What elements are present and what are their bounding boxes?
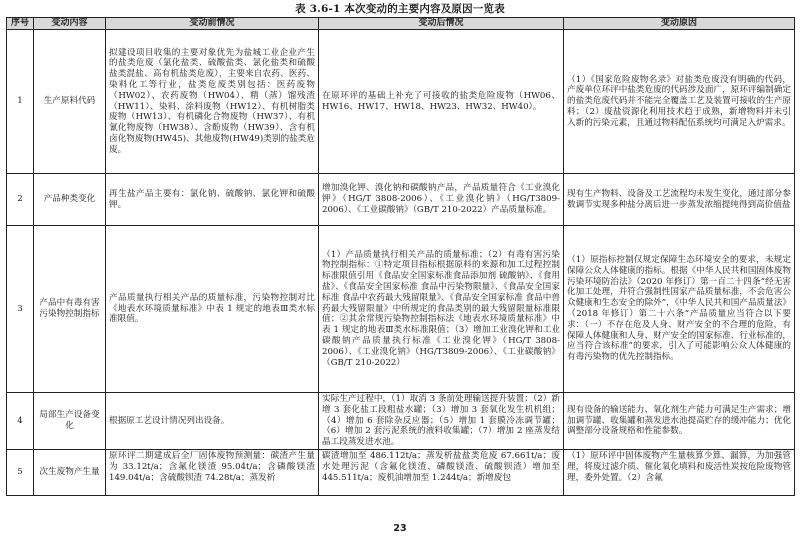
table-row — [7, 226, 795, 393]
row-number: 3 — [7, 226, 34, 393]
before-cell: 根据原工艺设计情况列出设备。 — [106, 393, 319, 450]
changes-table — [6, 17, 795, 496]
after-cell: 增加溴化钾、溴化钠和碳酸钠产品，产品质量符合《工业溴化钾》（HG/T 3808-2006）、《工业溴化钠》（HG/T3809-2006）、《工业碳酸钠》（GB/T 210-2022）产品质量标准。 — [319, 174, 564, 226]
row-number: 4 — [7, 393, 34, 450]
after-cell: 在原环评的基础上补充了可接收的盐类危险废物（HW06、HW16、HW17、HW18、HW23、HW32、HW40）。 — [319, 30, 564, 174]
change-item: 产品中有毒有害污染物控制指标 — [34, 226, 106, 393]
change-item: 次生废物产生量 — [34, 449, 106, 495]
after-cell: （1）产品质量执行相关产品的质量标准；（2）有毒有害污染物控制指标：①特定项目指标根据原料的来源和加工过程控制标准限值引用《食品安全国家标准食品添加剂 硫酸钠》、《食用盐》、《食品安全国家标准 食品中污染物限量》、《食品安全国家标准 食品中农药最大残留限量》、《食品安全国家标准 食品中兽药最大残留限量》中所规定的食品类别的最大残留限量标准限值；②其余常规污染物控制指标法《地表水环境质量标准》中表 1 规定的地表Ⅲ类水标准限值；（3）增加工业溴化钾和工业碳酸钠产品质量执行标准《工业溴化钾》（HG/T 3808-2006）、《工业溴化钠》（HG/T3809-2006）、《工业碳酸钠》（GB/T 210-2022） — [319, 226, 564, 393]
reason-cell: （1）《国家危险废物名录》对盐类危废没有明确的代码，产废单位环评中盐类危废的代码涉及面广，原环评编制确定的盐类危废代码并不能完全覆盖工艺及装置可接收的生产原料；（2）废盐资源化利用技术趋于成熟，新增物料并未引入新的污染元素，且通过物料配伍系统均可满足入炉需求。 — [564, 30, 795, 174]
row-number: 2 — [7, 174, 34, 226]
reason-cell: （1）原环评中固体废物产生量核算少算、漏算，为加强管理，将废过滤介质、催化氧化填料和废活性炭按危险废物管理，委外处置。（2）含氟 — [564, 449, 795, 495]
reason-cell: 现有设备的输送能力、氧化剂生产能力可满足生产需求；增加调节罐、收集罐和蒸发进水池提高贮存的缓冲能力；优化调整部分设备规格和性能参数。 — [564, 393, 795, 450]
header-item: 变动内容 — [34, 18, 106, 30]
change-item: 产品种类变化 — [34, 174, 106, 226]
after-cell: 碳渣增加至 486.112t/a；蒸发析盐盐类危废 67.661t/a；废水处理污泥（含氟化镁渣、磷酸镁渣、硫酸钡渣）增加至 445.511t/a；废机油增加至 1.244t/a；新增废包 — [319, 449, 564, 495]
after-cell: 实际生产过程中，（1）取消 3 条前处理输送提升装置；（2）新增 3 套化盐工段粗盐水罐；（3）增加 3 套氧化发生机机组；（4）增加 6 套除杂反应器；（5）增加 1 套膜冷冻调节罐；（6）增加 2 套污泥系统的液料收集罐；（7）增加 2 座蒸发结晶工段蒸发进水池。 — [319, 393, 564, 450]
row-number: 5 — [7, 449, 34, 495]
before-cell: 产品质量执行相关产品的质量标准，污染物控制对比《地表水环境质量标准》中表 1 规定的地表Ⅲ类水标准限值。 — [106, 226, 319, 393]
change-item: 生产原料代码 — [34, 30, 106, 174]
header-before: 变动前情况 — [106, 18, 319, 30]
table-row — [7, 30, 795, 174]
header-reason: 变动原因 — [564, 18, 795, 30]
table-row — [7, 393, 795, 450]
row-number: 1 — [7, 30, 34, 174]
table-header-row — [7, 18, 795, 30]
before-cell: 原环评二期建成后全厂固体废物预测量：碳渣产生量为 33.12t/a；含氟化镁渣 95.04t/a；含磷酸镁渣 149.04t/a；含硫酸钡渣 74.28t/a；蒸发析 — [106, 449, 319, 495]
page-number: 23 — [393, 523, 407, 534]
table-caption: 表 3.6-1 本次变动的主要内容及原因一览表 — [295, 3, 505, 15]
change-item: 局部生产设备变化 — [34, 393, 106, 450]
reason-cell: 现有生产物料、设备及工艺流程均未发生变化，通过部分参数调节实现多种盐分离后进一步蒸发浓缩提纯得到高价值盐 — [564, 174, 795, 226]
before-cell: 拟建设项目收集的主要对象优先为盐城工业企业产生的盐类危废（氯化盐类、硫酸盐类、氯化盐类和硫酸盐类混盐、高有机盐类危废），主要来自农药、医药、染料化工等行业，盐类危废类别包括：医药废物（HW02）、农药废物（HW04）、精（蒸）馏残渣（HW11）、染料、涂料废物（HW12）、有机树脂类废物（HW13）、有机磷化合物废物（HW37）、有机氰化物废物（HW38）、含酚废物（HW39）、含有机卤化物废物(HW45)、其他废物(HW49)类别的盐类危废。 — [106, 30, 319, 174]
header-no: 序号 — [7, 18, 34, 30]
table-row — [7, 449, 795, 495]
table-row — [7, 174, 795, 226]
header-after: 变动后情况 — [319, 18, 564, 30]
reason-cell: （1）原指标控制仅规定保障生态环境安全的要求，未规定保障公众人体健康的指标。根据《中华人民共和国固体废物污染环境防治法》（2020 年修订）第一百二十四条“经无害化加工处理，并符合强制性国家产品质量标准，不会危害公众健康和生态安全的除外”，《中华人民共和国产品质量法》（2018 年修订）第二十六条“产品质量应当符合以下要求：（一）不存在危及人身、财产安全的不合理的危险，有保障人体健康和人身、财产安全的国家标准、行业标准的，应当符合该标准”的要求，引入了可能影响公众人体健康的有毒污染物的优先控制指标。 — [564, 226, 795, 393]
before-cell: 再生盐产品主要有：氯化钠、硫酸钠、氯化钾和硫酸钾。 — [106, 174, 319, 226]
